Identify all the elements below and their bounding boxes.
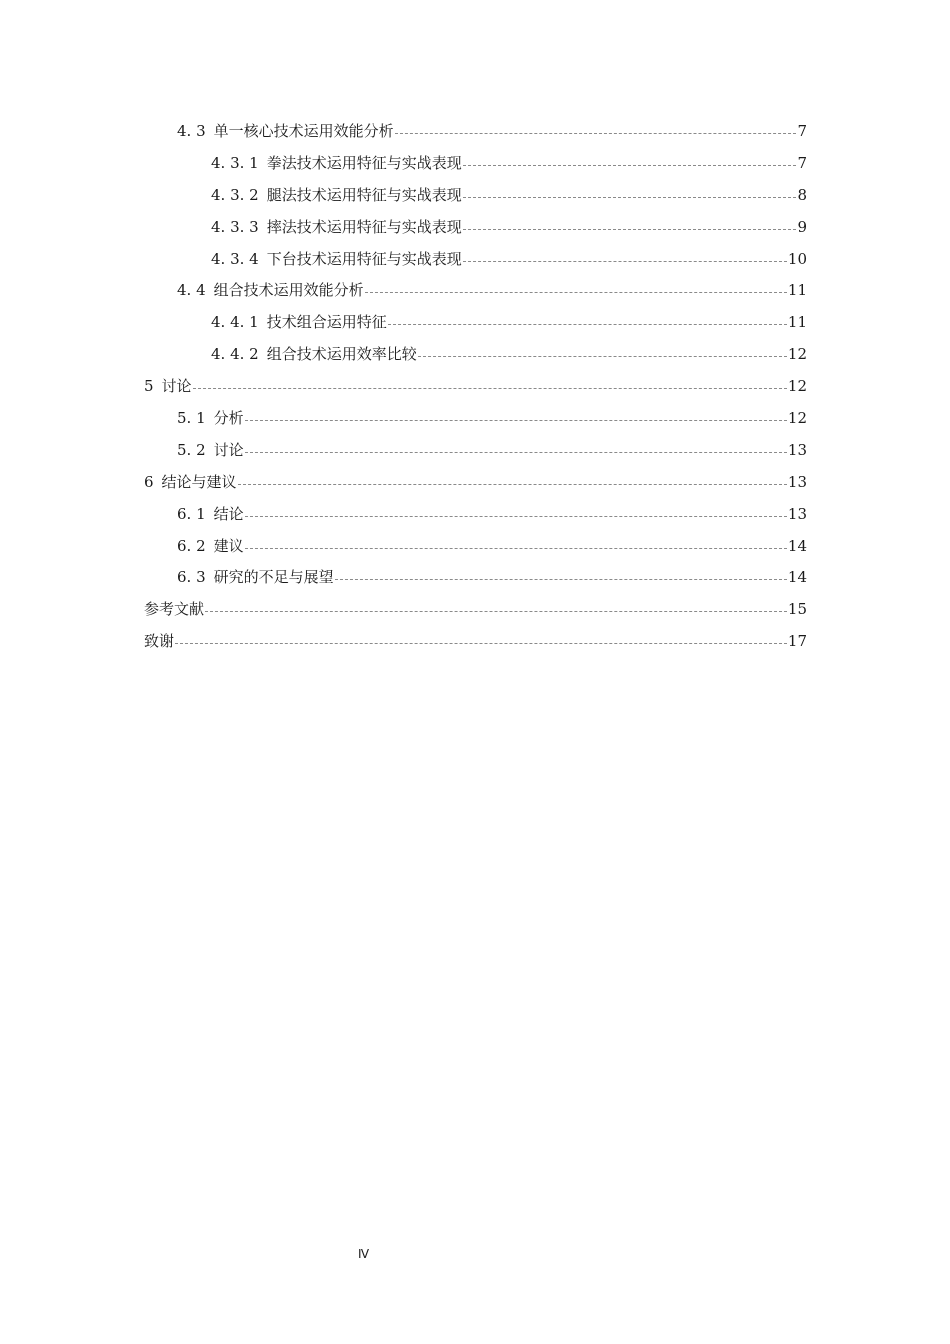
toc-entry[interactable] <box>0 116 950 148</box>
toc-dot-leader <box>238 483 787 485</box>
toc-entry[interactable] <box>0 499 950 531</box>
toc-entry-title: 摔法技术运用特征与实战表现 <box>266 217 462 236</box>
toc-entry-title: 讨论 <box>213 440 244 459</box>
toc-entry[interactable] <box>0 467 950 499</box>
toc-entry-number: 5. 2 <box>177 440 206 459</box>
toc-entry[interactable] <box>0 626 950 658</box>
toc-entry[interactable] <box>0 371 950 403</box>
toc-entry-title: 组合技术运用效率比较 <box>266 345 417 364</box>
toc-entry[interactable] <box>0 339 950 371</box>
page-number: Ⅳ <box>358 1247 370 1261</box>
toc-entry-page: 7 <box>797 122 807 140</box>
toc-entry-title: 建议 <box>213 536 244 555</box>
toc-entry-number: 5 <box>144 377 154 396</box>
toc-dot-leader <box>463 196 797 198</box>
toc-dot-leader <box>463 260 787 262</box>
toc-entry[interactable] <box>0 275 950 307</box>
table-of-contents <box>0 116 950 658</box>
toc-entry[interactable] <box>0 307 950 339</box>
toc-entry-title: 组合技术运用效能分析 <box>213 281 364 300</box>
toc-entry-number: 5. 1 <box>177 409 206 428</box>
toc-dot-leader <box>463 164 797 166</box>
toc-entry-number: 4. 4 <box>177 281 206 300</box>
toc-dot-leader <box>245 515 787 517</box>
toc-entry-title: 下台技术运用特征与实战表现 <box>266 249 462 268</box>
toc-entry-page: 9 <box>797 217 807 236</box>
toc-entry[interactable] <box>0 244 950 276</box>
toc-entry-number: 4. 3. 3 <box>211 217 259 236</box>
toc-entry-page: 15 <box>787 600 807 619</box>
toc-dot-leader <box>418 355 787 357</box>
toc-entry-number: 4. 3. 1 <box>211 153 259 172</box>
toc-entry-number: 6. 1 <box>177 504 206 523</box>
toc-entry-title: 研究的不足与展望 <box>213 568 334 587</box>
toc-entry-title: 致谢 <box>144 632 175 651</box>
toc-entry-page: 10 <box>787 249 807 268</box>
toc-entry-page: 13 <box>787 504 807 523</box>
toc-entry-page: 12 <box>787 377 807 396</box>
toc-entry-number: 4. 4. 1 <box>211 313 259 332</box>
toc-entry-number: 4. 3. 2 <box>211 185 259 204</box>
toc-entry[interactable] <box>0 435 950 467</box>
toc-entry-page: 17 <box>787 632 807 651</box>
toc-dot-leader <box>335 578 787 580</box>
toc-entry-number: 6 <box>144 472 154 491</box>
toc-entry-title: 讨论 <box>161 377 192 396</box>
toc-entry-number: 4. 3 <box>177 122 206 140</box>
toc-entry-title: 结论与建议 <box>161 472 237 491</box>
toc-entry-page: 11 <box>787 313 807 332</box>
toc-entry-page: 8 <box>797 185 807 204</box>
toc-entry-title: 参考文献 <box>144 600 205 619</box>
toc-dot-leader <box>245 451 787 453</box>
toc-entry-page: 13 <box>787 472 807 491</box>
toc-entry-number: 6. 2 <box>177 536 206 555</box>
toc-entry-page: 14 <box>787 536 807 555</box>
toc-dot-leader <box>193 387 787 389</box>
toc-entry-page: 14 <box>787 568 807 587</box>
toc-entry[interactable] <box>0 148 950 180</box>
toc-entry[interactable] <box>0 403 950 435</box>
toc-entry-page: 12 <box>787 345 807 364</box>
toc-entry[interactable] <box>0 531 950 563</box>
toc-dot-leader <box>245 419 787 421</box>
toc-dot-leader <box>175 642 787 644</box>
toc-entry[interactable] <box>0 594 950 626</box>
toc-entry-number: 4. 3. 4 <box>211 249 259 268</box>
toc-dot-leader <box>395 132 797 134</box>
toc-entry-page: 13 <box>787 440 807 459</box>
toc-entry-title: 拳法技术运用特征与实战表现 <box>266 153 462 172</box>
toc-dot-leader <box>388 323 787 325</box>
toc-entry[interactable] <box>0 212 950 244</box>
toc-entry-title: 腿法技术运用特征与实战表现 <box>266 185 462 204</box>
toc-entry[interactable] <box>0 180 950 212</box>
toc-entry-number: 4. 4. 2 <box>211 345 259 364</box>
toc-dot-leader <box>463 228 797 230</box>
toc-entry-title: 分析 <box>213 409 244 428</box>
toc-entry-number: 6. 3 <box>177 568 206 587</box>
toc-dot-leader <box>245 547 787 549</box>
toc-entry-page: 7 <box>797 153 807 172</box>
toc-entry-title: 单一核心技术运用效能分析 <box>213 122 394 140</box>
toc-entry-page: 12 <box>787 409 807 428</box>
toc-entry[interactable] <box>0 562 950 594</box>
toc-entry-title: 技术组合运用特征 <box>266 313 387 332</box>
toc-entry-title: 结论 <box>213 504 244 523</box>
toc-dot-leader <box>365 291 787 293</box>
toc-entry-page: 11 <box>787 281 807 300</box>
toc-dot-leader <box>205 610 787 612</box>
